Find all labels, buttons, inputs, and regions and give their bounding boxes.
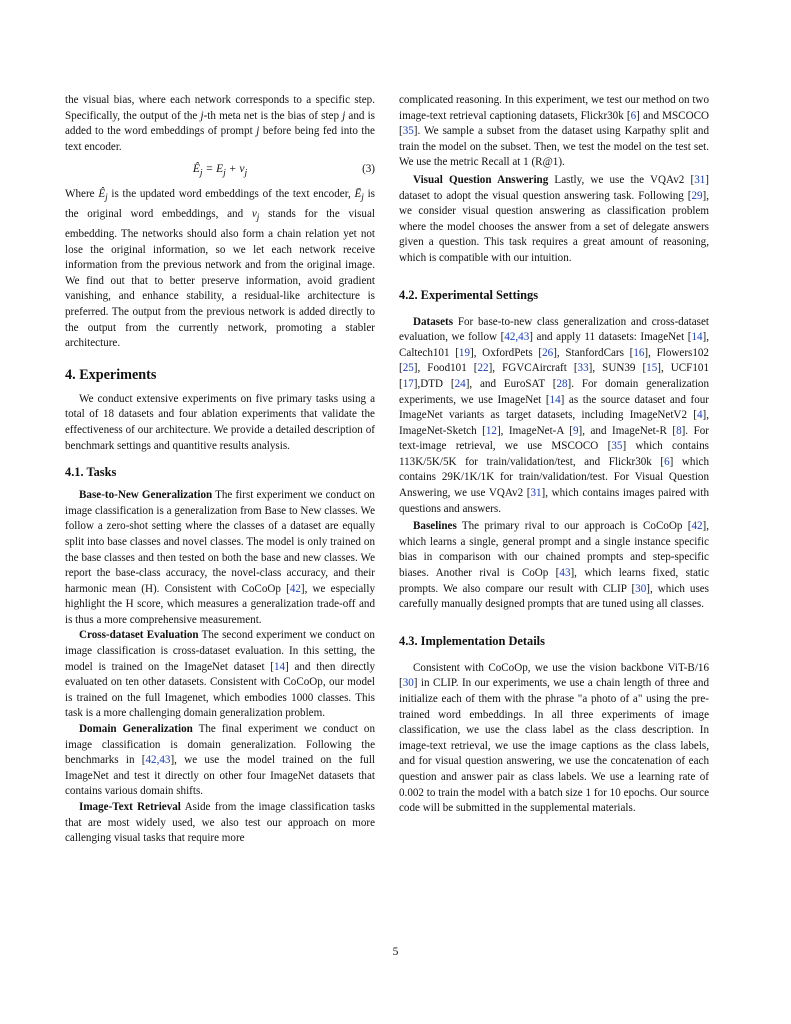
citation-link[interactable]: 31	[530, 487, 542, 500]
citation-link[interactable]: 31	[694, 173, 706, 186]
paragraph-experiments-intro: We conduct extensive experiments on five primary tasks using a total of 18 datasets and four ablation experiments that validate the effectiveness of our architecture. We provide a detailed description of benchmark settings and quantitive results analysis.	[65, 392, 375, 452]
citation-link[interactable]: 30	[402, 677, 414, 690]
citation-link[interactable]: 6	[630, 109, 637, 122]
heading-experiments: 4. Experiments	[65, 366, 157, 383]
citation-link[interactable]: 33	[577, 362, 589, 375]
citation-link[interactable]: 8	[676, 424, 682, 437]
paragraph-image-text-retrieval: Image-Text Retrieval Aside from the image classification tasks that are most widely used, we also test our approach on more callenging visual tasks that require more	[65, 801, 375, 845]
citation-link[interactable]: 29	[691, 189, 703, 202]
citation-link[interactable]: 14	[691, 331, 703, 344]
heading-implementation-details: 4.3. Implementation Details	[399, 633, 545, 648]
paragraph-implementation: Consistent with CoCoOp, we use the vision backbone ViT-B/16 [30] in CLIP. In our experiments, we use a chain length of three and initialize each of them with the phrase "a photo of a" using the pre-trained word embeddings. In all three experiments of image classification, we use the class label as the class description. In image-text retrieval, we use the image captions as the class labels, and for visual question answering, we use the concatenation of each question and answer pair as class labels. We use a learning rate of 0.002 to train the model with a batch size 1 for 10 epochs. Our source code will be submitted in the supplemental materials.	[399, 661, 709, 815]
page-number: 5	[392, 946, 399, 958]
right-column	[399, 93, 709, 817]
citation-link[interactable]: 19	[458, 346, 471, 359]
citation-link[interactable]: 4	[696, 409, 703, 422]
citation-link[interactable]: 42,43	[504, 331, 530, 344]
citation-link[interactable]: 17	[402, 377, 414, 390]
paragraph-cross-dataset: Cross-dataset Evaluation The second experiment we conduct on image classification is cross-dataset evaluation. In this setting, the model is trained on the ImageNet dataset [14] and then directly evaluated on ten other datasets. Consistent with CoCoOp, our model is trained on the full Imagenet, which embodies 1000 classes. This task is a more challenging domain generalization problem.	[65, 629, 375, 720]
citation-link[interactable]: 43	[559, 567, 571, 580]
citation-link[interactable]: 15	[646, 362, 658, 375]
citation-link[interactable]: 35	[402, 125, 414, 138]
equation-number: (3)	[362, 163, 375, 176]
citation-link[interactable]: 14	[549, 393, 561, 406]
equation-body: $Ê_j = E_j + v_j$	[192, 163, 248, 179]
citation-link[interactable]: 12	[485, 424, 497, 437]
paragraph-baselines: Baselines The primary rival to our approach is CoCoOp [42], which learns a single, general prompt and a single instance specific bias in comparison with our chained prompts and step-specific biases. Another rival is CoOp [43], which learns fixed, static prompts. We also compare our result with CLIP [30], which uses carefully manually designed prompts that are tuned using all classes.	[399, 520, 709, 611]
citation-link[interactable]: 35	[611, 440, 623, 453]
citation-link[interactable]: 30	[635, 582, 647, 595]
citation-link[interactable]: 24	[454, 377, 466, 390]
left-column	[65, 93, 375, 847]
paragraph-vqa: Visual Question Answering Lastly, we use the VQAv2 [31] dataset to adopt the visual question answering task. Following [29], we consider visual question answering as classification problem where the model chooses the answer from a set of delegate answers given a question. This task requires a great amount of reasoning, which is compatible with our intuition.	[399, 173, 709, 264]
paragraph-visual-bias: the visual bias, where each network corresponds to a specific step. Specifically, the output of the j-th meta net is the bias of step j and is added to the word embeddings of prompt j before being fed into the text encoder.	[65, 94, 376, 153]
paragraph-where: Where $Ê_j$ is the updated word embeddings of the text encoder, $Ē_j$ is the original word embeddings, and $v_j$ stands for the visual embedding. The networks should also form a chain relation yet not lose the original information, so we let each network receive information from the previous network and from the original image. We find out that to better preserve information, avoid gradient vanishing, and enhance stability, a residual-like architecture is preferred. The output from the previous network is added directly to the output from the currently network, promoting a stabler architecture.	[65, 188, 375, 350]
citation-link[interactable]: 42,43	[145, 754, 171, 767]
citation-link[interactable]: 42	[289, 582, 301, 595]
citation-link[interactable]: 25	[402, 362, 414, 375]
citation-link[interactable]: 16	[633, 346, 645, 359]
paragraph-base-to-new: Base-to-New Generalization The first experiment we conduct on image classification is a generalization from Base to New classes. We follow a zero-shot setting where the classes of a dataset are equally split into base classes and novel classes. The model is only trained on the base classes and then tested on both the base and new classes. We report the base-class accuracy, the novel-class accuracy, and their harmonic mean (H). Consistent with CoCoOp [42], we especially highlight the H score, which measures a generalization trade-off and is thus a more comprehensive measurement.	[65, 489, 375, 626]
citation-link[interactable]: 14	[273, 660, 286, 673]
paragraph-retrieval-cont: complicated reasoning. In this experiment, we test our method on two image-text retrieval captioning datasets, Flickr30k [6] and MSCOCO [35]. We sample a subset from the dataset using Karpathy split and train the model on the subset. Then, we test the model on the test set. We use the metric Recall at 1 (R@1).	[399, 94, 709, 169]
paragraph-domain-generalization: Domain Generalization The final experiment we conduct on image classification is domain generalization. Following the benchmarks in [42,43], we use the model trained on the full ImageNet and test it directly on other four ImageNet datasets that contains various domain shifts.	[65, 723, 375, 798]
citation-link[interactable]: 26	[542, 346, 554, 359]
heading-experimental-settings: 4.2. Experimental Settings	[399, 287, 539, 302]
citation-link[interactable]: 9	[572, 424, 579, 437]
heading-tasks: 4.1. Tasks	[65, 465, 117, 480]
citation-link[interactable]: 28	[556, 377, 568, 390]
citation-link[interactable]: 6	[664, 455, 670, 468]
paragraph-datasets: Datasets For base-to-new class generalization and cross-dataset evaluation, we follow [42,43] and apply 11 datasets: ImageNet [14], Caltech101 [19], OxfordPets [26], StanfordCars [16], Flowers102 [25], Food101 [22], FGVCAircraft [33], SUN39 [15], UCF101 [17],DTD [24], and EuroSAT [28]. For domain generalization experiments, we use ImageNet [14] as the source dataset and four ImageNet variants as target datasets, including ImageNetV2 [4], ImageNet-Sketch [12], ImageNet-A [9], and ImageNet-R [8]. For text-image retrieval, we use MSCOCO [35] which contains 113K/5K/5K for train/validation/test, and Flickr30k [6] which contains 29K/1K/1K for train/validation/test. For Visual Question Answering, we use VQAv2 [31], which contains images paired with questions and answers.	[399, 315, 710, 515]
equation-3	[65, 159, 375, 181]
citation-link[interactable]: 42	[691, 520, 703, 533]
citation-link[interactable]: 22	[477, 362, 489, 375]
